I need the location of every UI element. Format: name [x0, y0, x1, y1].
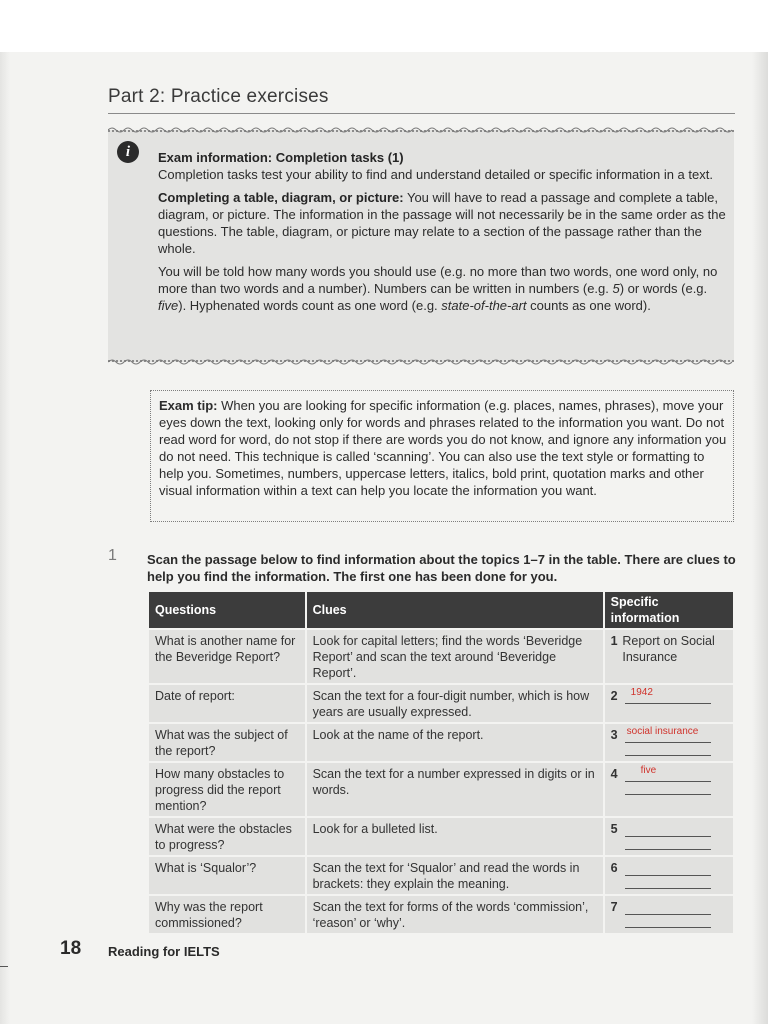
scanning-exercise-table: [149, 592, 733, 933]
clue-cell: Scan the text for ‘Squalor’ and read the words in brackets: they explain the meaning.: [306, 856, 604, 895]
answer-cell: [604, 895, 733, 933]
completing-lead: Completing a table, diagram, or picture:: [158, 190, 404, 205]
table-row: [149, 762, 733, 817]
answer-blank-second-line[interactable]: [625, 876, 711, 889]
answer-blank[interactable]: [625, 726, 711, 743]
question-cell: What were the obstacles to progress?: [149, 817, 306, 856]
answer-blank[interactable]: [625, 687, 711, 704]
words-text-3: ). Hyphenated words count as one word (e.g.: [178, 298, 442, 313]
words-text-1: You will be told how many words you should use (e.g. no more than two words, one word only, no more than two words and a number). Numbers can be written in numbers (e.g.: [158, 264, 718, 296]
answer-number: 7: [610, 900, 618, 914]
table-row: [149, 629, 733, 684]
tip-body: When you are looking for specific information (e.g. places, names, phrases), move your eyes down the text, looking only for words and phrases related to the information you want. Do not read word for word, do not stop if there are words you do not know, and ignore any information you do not need. This technique is called ‘scanning’. You can also use the text style or formatting to help you. Sometimes, numbers, uppercase letters, italics, bold print, quotation marks and other visual information within a text can help you locate the information you want.: [159, 398, 727, 498]
answer-blank-second-line[interactable]: [625, 743, 711, 756]
page-title: Part 2: Practice exercises: [108, 86, 329, 107]
handwritten-answer: 1942: [630, 687, 653, 698]
page-number: 18: [60, 938, 82, 959]
table-row: [149, 817, 733, 856]
question-cell: Date of report:: [149, 684, 306, 723]
info-heading: Exam information: Completion tasks (1): [158, 150, 404, 165]
handwritten-answer: five: [640, 765, 657, 776]
crop-mark: [0, 966, 8, 967]
answer-blank[interactable]: [625, 765, 711, 782]
answer-number: 2: [610, 689, 618, 703]
answer-blank-second-line[interactable]: [625, 837, 711, 850]
clue-cell: Scan the text for a number expressed in digits or in words.: [306, 762, 604, 817]
question-cell: What was the subject of the report?: [149, 723, 306, 762]
header-clues: Clues: [306, 592, 604, 629]
exam-information-text: [158, 149, 726, 320]
question-cell: What is ‘Squalor’?: [149, 856, 306, 895]
exam-tip-text: [159, 397, 729, 499]
answer-number: 1: [610, 634, 618, 648]
words-example-word: five: [158, 298, 179, 313]
words-text-2: ) or words (e.g.: [619, 281, 708, 296]
answer-blank-second-line[interactable]: [625, 782, 711, 795]
table-row: [149, 723, 733, 762]
answer-cell: [604, 817, 733, 856]
answer-cell: [604, 684, 733, 723]
table-row: [149, 684, 733, 723]
clue-cell: Look for capital letters; find the words ‘Beveridge Report’ and scan the text around ‘Beveridge Report’.: [306, 629, 604, 684]
clue-cell: Look for a bulleted list.: [306, 817, 604, 856]
words-example-hyphen: state-of-the-art: [441, 298, 527, 313]
answer-blank-second-line[interactable]: [625, 915, 711, 928]
clue-cell: Scan the text for a four-digit number, which is how years are usually expressed.: [306, 684, 604, 723]
answer-cell: [604, 762, 733, 817]
answer-cell: [604, 856, 733, 895]
table-row: [149, 895, 733, 933]
exercise-number: 1: [108, 547, 117, 564]
info-intro: Completion tasks test your ability to find and understand detailed or specific information in a text.: [158, 167, 713, 182]
handwritten-answer: social insurance: [626, 726, 699, 737]
table-header-row: [149, 592, 733, 629]
book-title: Reading for IELTS: [108, 944, 220, 959]
scan-left-shadow: [0, 52, 10, 1024]
completing-text: You will have to read a passage and complete a table, diagram, or picture. The information in the passage will not necessarily be in the same order as the questions. The table, diagram, or picture may relate to a section of the passage rather than the whole.: [158, 190, 726, 256]
answer-number: 4: [610, 767, 618, 781]
answer-blank[interactable]: [625, 902, 711, 915]
answer-cell: [604, 629, 733, 684]
header-questions: Questions: [149, 592, 306, 629]
info-icon: i: [117, 141, 139, 163]
header-specific-information: Specific information: [604, 592, 733, 629]
title-divider: [108, 113, 735, 114]
answer-number: 6: [610, 861, 618, 875]
question-cell: How many obstacles to progress did the report mention?: [149, 762, 306, 817]
table-row: [149, 856, 733, 895]
clue-cell: Scan the text for forms of the words ‘commission’, ‘reason’ or ‘why’.: [306, 895, 604, 933]
answer-blank[interactable]: [625, 863, 711, 876]
scan-top-margin: [0, 0, 768, 52]
answer-number: 5: [610, 822, 618, 836]
exercise-instruction: Scan the passage below to find information about the topics 1–7 in the table. There are clues to help you find the information. The first one has been done for you.: [147, 552, 736, 584]
question-cell: Why was the report commissioned?: [149, 895, 306, 933]
words-text-4: counts as one word).: [526, 298, 651, 313]
info-box-wave-border-bottom: [108, 358, 734, 366]
info-box-wave-border-top: [108, 126, 734, 134]
answer-text: Report on Social Insurance: [622, 634, 715, 664]
tip-lead: Exam tip:: [159, 398, 218, 413]
clue-cell: Look at the name of the report.: [306, 723, 604, 762]
answer-blank[interactable]: [625, 824, 711, 837]
answer-cell: [604, 723, 733, 762]
scan-right-shadow: [752, 52, 768, 1024]
words-example-num: 5: [612, 281, 620, 296]
question-cell: What is another name for the Beveridge Report?: [149, 629, 306, 684]
answer-number: 3: [610, 728, 618, 742]
